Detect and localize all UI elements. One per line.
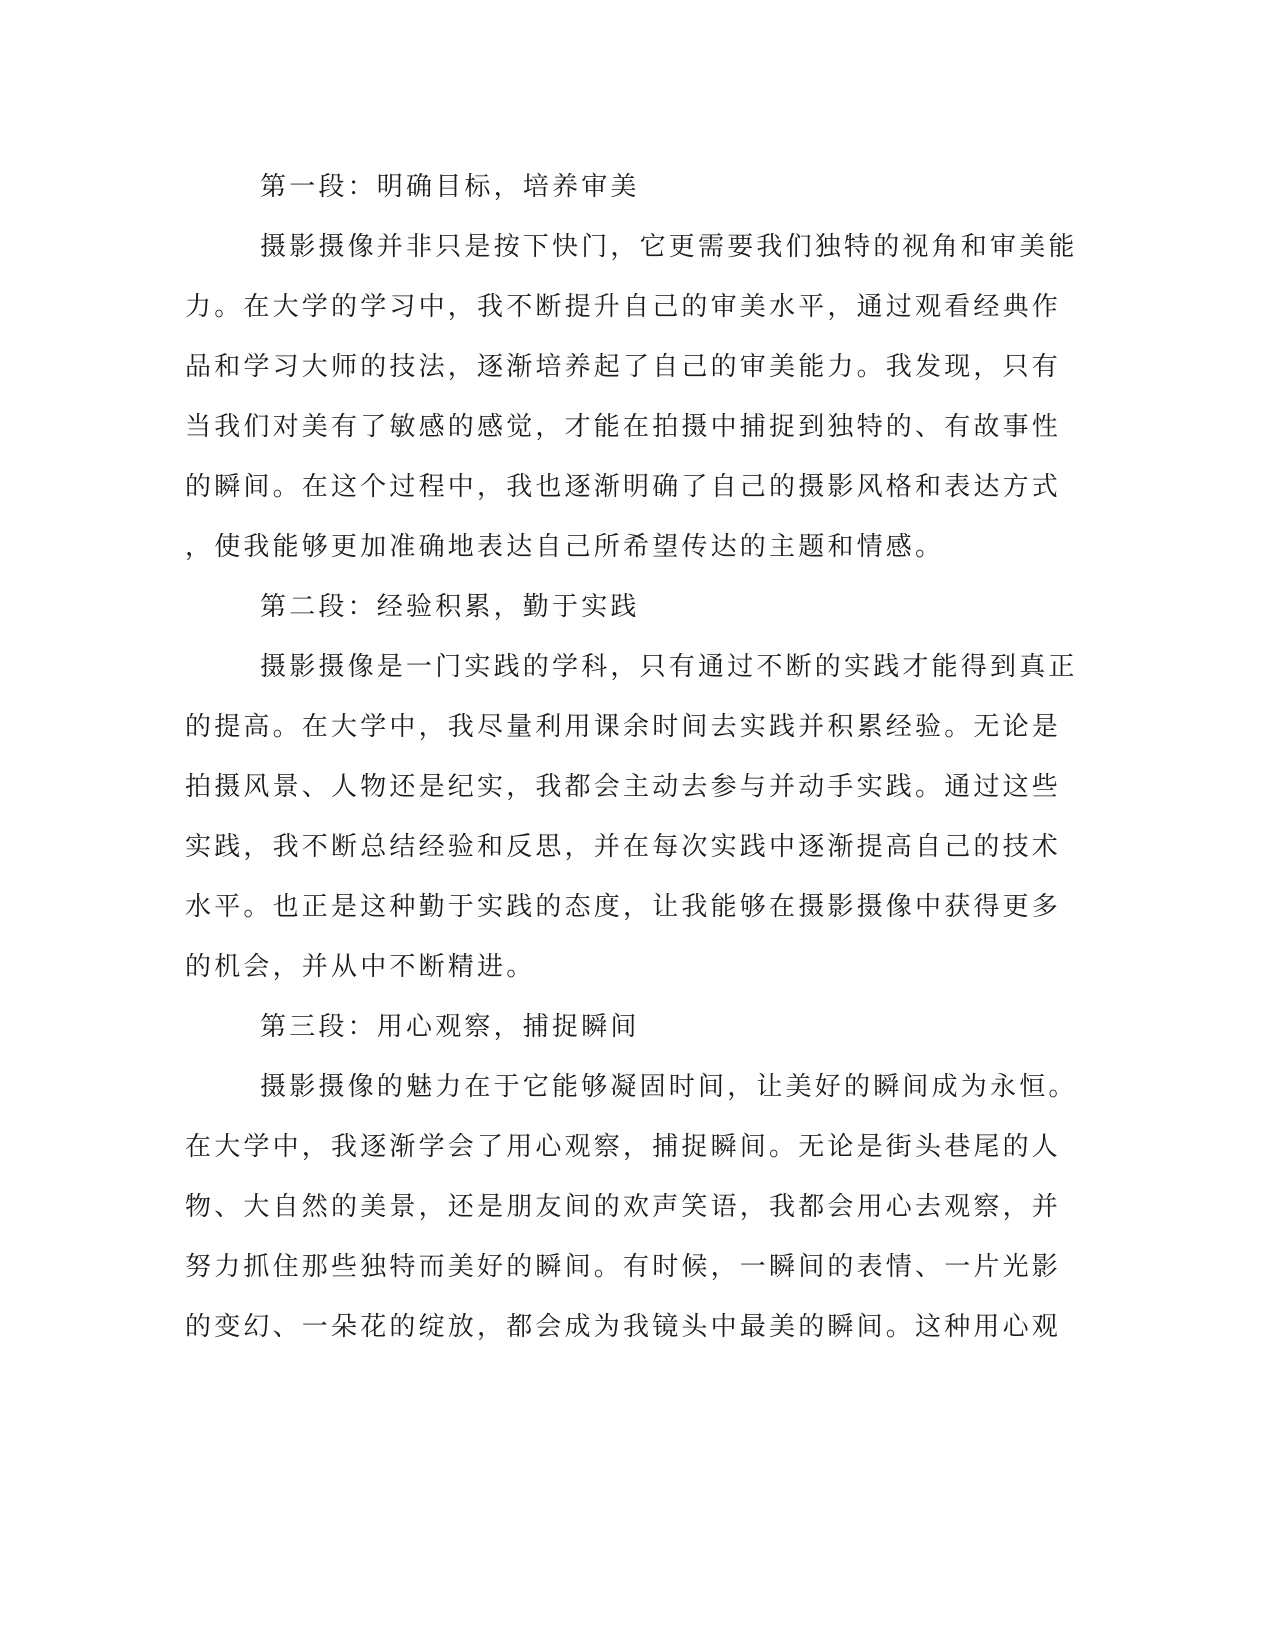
paragraph-line: 当我们对美有了敏感的感觉，才能在拍摄中捕捉到独特的、有故事性 — [185, 412, 1062, 442]
paragraph-line: 实践，我不断总结经验和反思，并在每次实践中逐渐提高自己的技术 — [185, 832, 1062, 862]
paragraph-line: ，使我能够更加准确地表达自己所希望传达的主题和情感。 — [185, 532, 945, 562]
paragraph-line: 的提高。在大学中，我尽量利用课余时间去实践并积累经验。无论是 — [185, 712, 1062, 742]
paragraph-line: 在大学中，我逐渐学会了用心观察，捕捉瞬间。无论是街头巷尾的人 — [185, 1132, 1062, 1162]
paragraph-line: 水平。也正是这种勤于实践的态度，让我能够在摄影摄像中获得更多 — [185, 892, 1062, 922]
paragraph-line: 摄影摄像是一门实践的学科，只有通过不断的实践才能得到真正 — [260, 652, 1078, 682]
paragraph-line: 摄影摄像并非只是按下快门，它更需要我们独特的视角和审美能 — [260, 232, 1078, 262]
paragraph-line: 品和学习大师的技法，逐渐培养起了自己的审美能力。我发现，只有 — [185, 352, 1062, 382]
section-heading: 第二段：经验积累，勤于实践 — [260, 592, 640, 622]
paragraph-line: 摄影摄像的魅力在于它能够凝固时间，让美好的瞬间成为永恒。 — [260, 1072, 1078, 1102]
paragraph-line: 的机会，并从中不断精进。 — [185, 952, 536, 982]
paragraph-line: 拍摄风景、人物还是纪实，我都会主动去参与并动手实践。通过这些 — [185, 772, 1062, 802]
paragraph-line: 的瞬间。在这个过程中，我也逐渐明确了自己的摄影风格和表达方式 — [185, 472, 1062, 502]
document-body — [185, 157, 1078, 1357]
paragraph-line: 力。在大学的学习中，我不断提升自己的审美水平，通过观看经典作 — [185, 292, 1062, 322]
paragraph-line: 物、大自然的美景，还是朋友间的欢声笑语，我都会用心去观察，并 — [185, 1192, 1062, 1222]
section-heading: 第三段：用心观察，捕捉瞬间 — [260, 1012, 640, 1042]
section-heading: 第一段：明确目标，培养审美 — [260, 172, 640, 202]
paragraph-line: 努力抓住那些独特而美好的瞬间。有时候，一瞬间的表情、一片光影 — [185, 1252, 1062, 1282]
paragraph-line: 的变幻、一朵花的绽放，都会成为我镜头中最美的瞬间。这种用心观 — [185, 1312, 1062, 1342]
